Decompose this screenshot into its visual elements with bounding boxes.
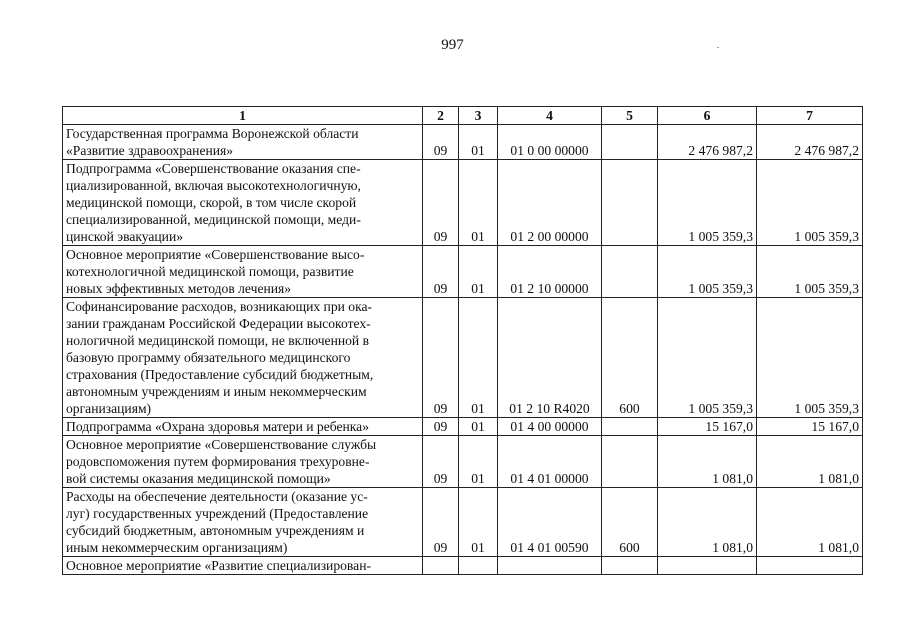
row-expense-type [602,246,658,298]
row-amount-7: 1 005 359,3 [757,160,863,246]
row-name: Основное мероприятие «Совершенствование высо- котехнологичной медицинской помощи, развитие новых эффективных методов лечения» [63,246,423,298]
row-name: Основное мероприятие «Развитие специализирован- [63,557,423,575]
row-section-code: 09 [423,418,459,436]
row-section-code: 09 [423,488,459,557]
column-header-3: 3 [459,107,498,125]
row-subsection-code [459,557,498,575]
column-header-2: 2 [423,107,459,125]
row-amount-6: 1 005 359,3 [658,160,757,246]
row-amount-7: 15 167,0 [757,418,863,436]
row-expense-type [602,160,658,246]
row-name: Подпрограмма «Совершенствование оказания спе- циализированной, включая высокотехнологичную, медицинской помощи, скорой, в том числе скорой специализированной, медицинской помощи, меди- цинской эвакуации» [63,160,423,246]
row-target-article: 01 4 01 00000 [498,436,602,488]
row-subsection-code: 01 [459,488,498,557]
column-header-5: 5 [602,107,658,125]
row-amount-6: 15 167,0 [658,418,757,436]
row-section-code: 09 [423,246,459,298]
row-amount-6: 2 476 987,2 [658,125,757,160]
table-row [63,436,863,488]
row-name: Подпрограмма «Охрана здоровья матери и ребенка» [63,418,423,436]
row-subsection-code: 01 [459,436,498,488]
row-section-code: 09 [423,125,459,160]
row-section-code: 09 [423,298,459,418]
table-header-row [63,107,863,125]
row-amount-7: 1 005 359,3 [757,246,863,298]
row-section-code [423,557,459,575]
row-target-article: 01 2 10 R4020 [498,298,602,418]
row-amount-6: 1 081,0 [658,488,757,557]
row-target-article: 01 2 10 00000 [498,246,602,298]
row-expense-type: 600 [602,488,658,557]
table-row [63,298,863,418]
row-subsection-code: 01 [459,298,498,418]
row-amount-6: 1 005 359,3 [658,246,757,298]
row-name: Государственная программа Воронежской области «Развитие здравоохранения» [63,125,423,160]
column-header-4: 4 [498,107,602,125]
row-name: Расходы на обеспечение деятельности (оказание ус- луг) государственных учреждений (Предоставление субсидий бюджетным, автономным учреждениям и иным некоммерческим организациям) [63,488,423,557]
row-name: Основное мероприятие «Совершенствование службы родовспоможения путем формирования трехуровне- вой системы оказания медицинской помощи» [63,436,423,488]
table-row [63,246,863,298]
page-number: 997 [441,37,464,53]
table-row [63,488,863,557]
row-amount-7: 1 081,0 [757,488,863,557]
row-expense-type [602,125,658,160]
column-header-7: 7 [757,107,863,125]
row-expense-type [602,436,658,488]
row-subsection-code: 01 [459,125,498,160]
table-row [63,125,863,160]
row-target-article [498,557,602,575]
row-subsection-code: 01 [459,418,498,436]
row-amount-7: 1 081,0 [757,436,863,488]
row-target-article: 01 4 00 00000 [498,418,602,436]
row-amount-6: 1 005 359,3 [658,298,757,418]
row-expense-type: 600 [602,298,658,418]
row-amount-7: 2 476 987,2 [757,125,863,160]
row-name: Софинансирование расходов, возникающих при ока- зании гражданам Российской Федерации высокотех- нологичной медицинской помощи, не включенной в базовую программу обязательного медицинского страхования (Предоставление субсидий бюджетным, автономным учреждениям и иным некоммерческим организациям) [63,298,423,418]
scan-speck [717,47,719,48]
row-subsection-code: 01 [459,160,498,246]
table-row [63,160,863,246]
row-section-code: 09 [423,160,459,246]
row-amount-6: 1 081,0 [658,436,757,488]
row-amount-6 [658,557,757,575]
row-target-article: 01 2 00 00000 [498,160,602,246]
row-amount-7: 1 005 359,3 [757,298,863,418]
row-section-code: 09 [423,436,459,488]
row-target-article: 01 4 01 00590 [498,488,602,557]
row-expense-type [602,557,658,575]
table-row [63,557,863,575]
column-header-6: 6 [658,107,757,125]
column-header-1: 1 [63,107,423,125]
row-target-article: 01 0 00 00000 [498,125,602,160]
budget-table [62,106,863,575]
table-row [63,418,863,436]
row-expense-type [602,418,658,436]
row-amount-7 [757,557,863,575]
row-subsection-code: 01 [459,246,498,298]
